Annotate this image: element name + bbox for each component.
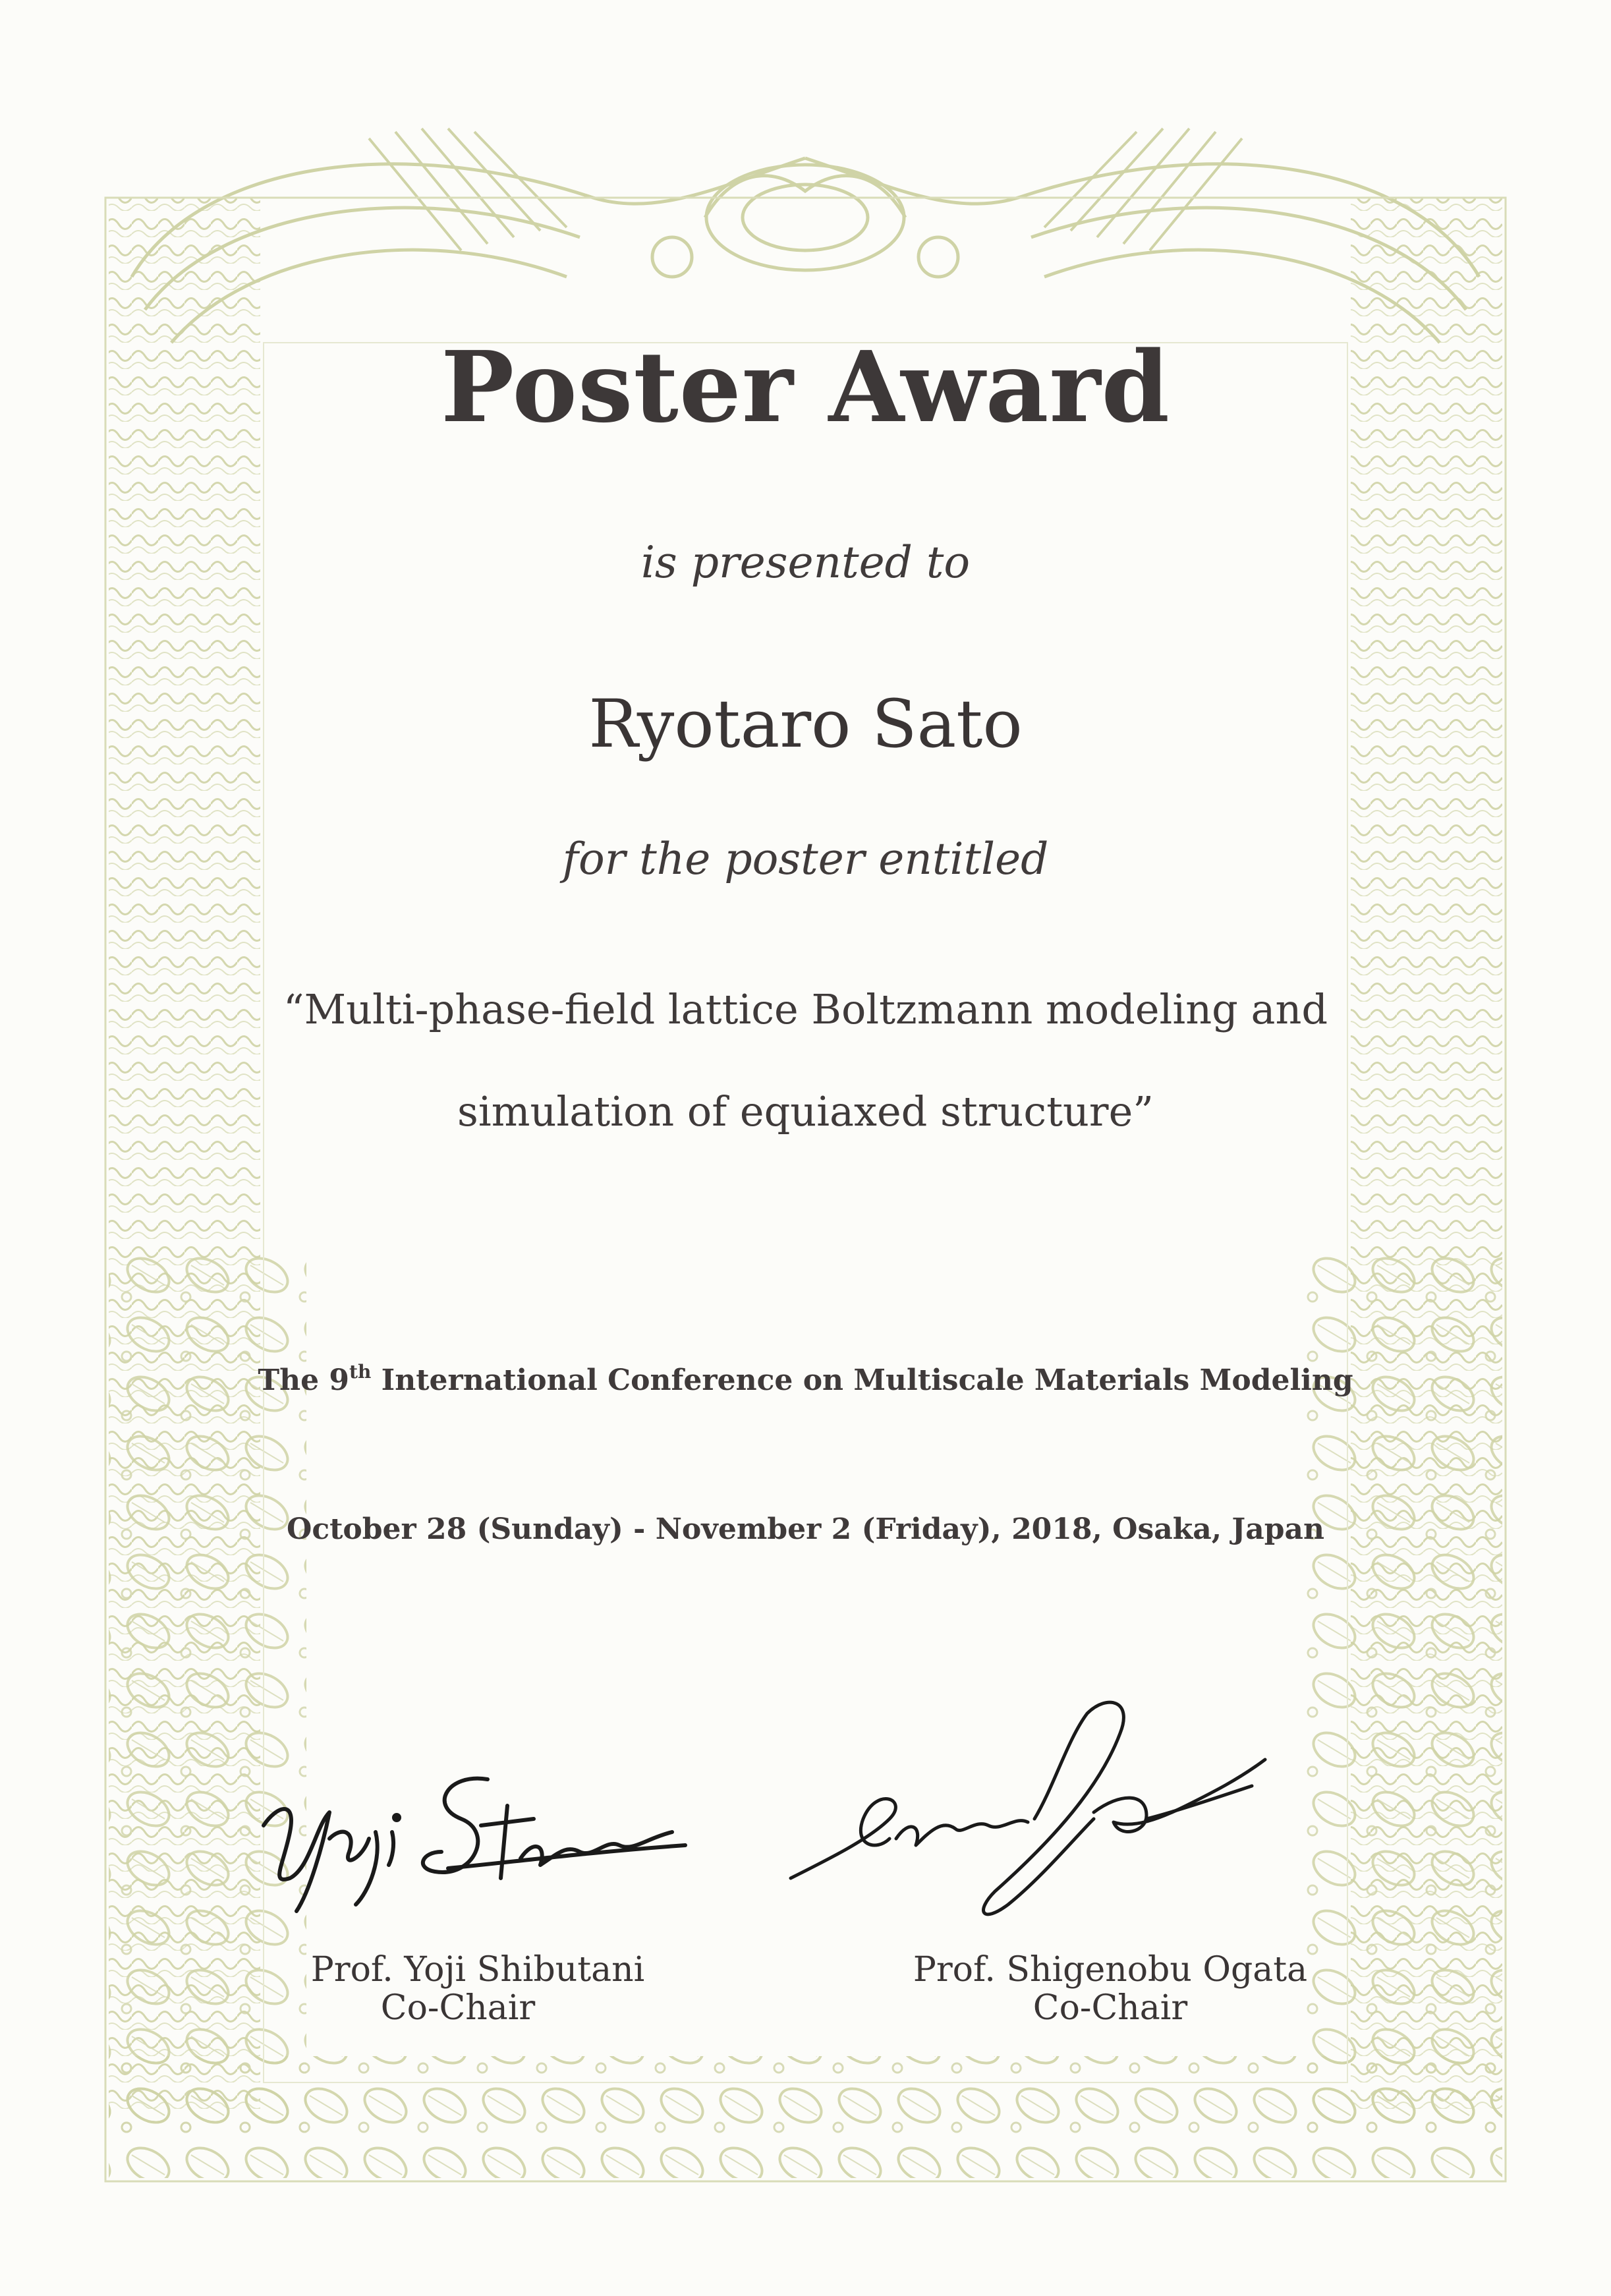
signatory-left bbox=[293, 1951, 662, 2027]
signatory-left-role: Co-Chair bbox=[380, 1988, 536, 2028]
conference-prefix: The 9 bbox=[258, 1363, 350, 1397]
poster-title-line-1: “Multi-phase-field lattice Boltzmann modeling and bbox=[283, 985, 1328, 1033]
signatory-right bbox=[896, 1951, 1324, 2027]
conference-rest: International Conference on Multiscale Materials Modeling bbox=[371, 1363, 1353, 1397]
conference-ordinal: th bbox=[349, 1361, 372, 1383]
signatory-left-name: Prof. Yoji Shibutani bbox=[310, 1950, 645, 1990]
signatory-right-role: Co-Chair bbox=[1032, 1988, 1188, 2028]
conference-dates: October 28 (Sunday) - November 2 (Friday), 2018, Osaka, Japan bbox=[286, 1512, 1325, 1546]
recipient-name: Ryotaro Sato bbox=[588, 685, 1023, 762]
entitled-line: for the poster entitled bbox=[562, 834, 1049, 884]
poster-title-line-2: simulation of equiaxed structure” bbox=[457, 1087, 1154, 1135]
presented-to-line: is presented to bbox=[640, 537, 971, 588]
signature-ogata-icon bbox=[777, 1687, 1278, 1937]
certificate-title: Poster Award bbox=[441, 330, 1170, 444]
signature-shibutani-icon bbox=[250, 1753, 698, 1924]
conference-name bbox=[0, 1361, 1611, 1397]
signatory-right-name: Prof. Shigenobu Ogata bbox=[913, 1950, 1308, 1990]
